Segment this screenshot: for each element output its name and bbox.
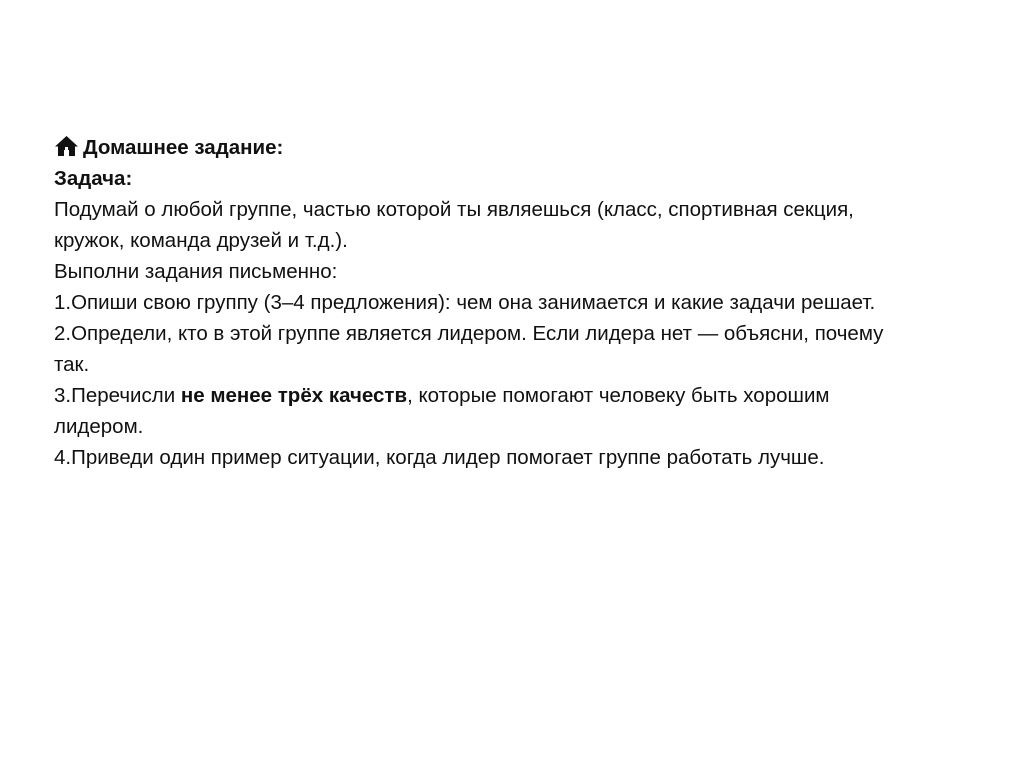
task-label: Задача: (54, 167, 133, 190)
homework-block (54, 132, 1004, 473)
task-intro-line-2: кружок, команда друзей и т.д.). (54, 229, 348, 252)
task-item-3-emphasis: не менее трёх качеств (180, 384, 408, 407)
task-item-2-line-2: так. (54, 353, 90, 376)
homework-title-line (54, 132, 1004, 163)
homework-title: Домашнее задание: (83, 136, 284, 159)
task-item-4: 4.Приведи один пример ситуации, когда лидер помогает группе работать лучше. (54, 446, 825, 469)
home-icon (54, 135, 79, 157)
task-item-3-suffix: , которые помогают человеку быть хорошим (407, 384, 830, 407)
task-item-3-line-1 (54, 380, 1004, 411)
task-intro-line-1: Подумай о любой группе, частью которой ты являешься (класс, спортивная секция, (54, 198, 854, 221)
task-instruction: Выполни задания письменно: (54, 260, 338, 283)
task-item-1: 1.Опиши свою группу (3–4 предложения): чем она занимается и какие задачи решает. (54, 291, 876, 314)
task-item-3-line-2: лидером. (54, 415, 144, 438)
task-item-2-line-1: 2.Определи, кто в этой группе является лидером. Если лидера нет — объясни, почему (54, 322, 884, 345)
task-item-3-prefix: 3.Перечисли (54, 384, 181, 407)
